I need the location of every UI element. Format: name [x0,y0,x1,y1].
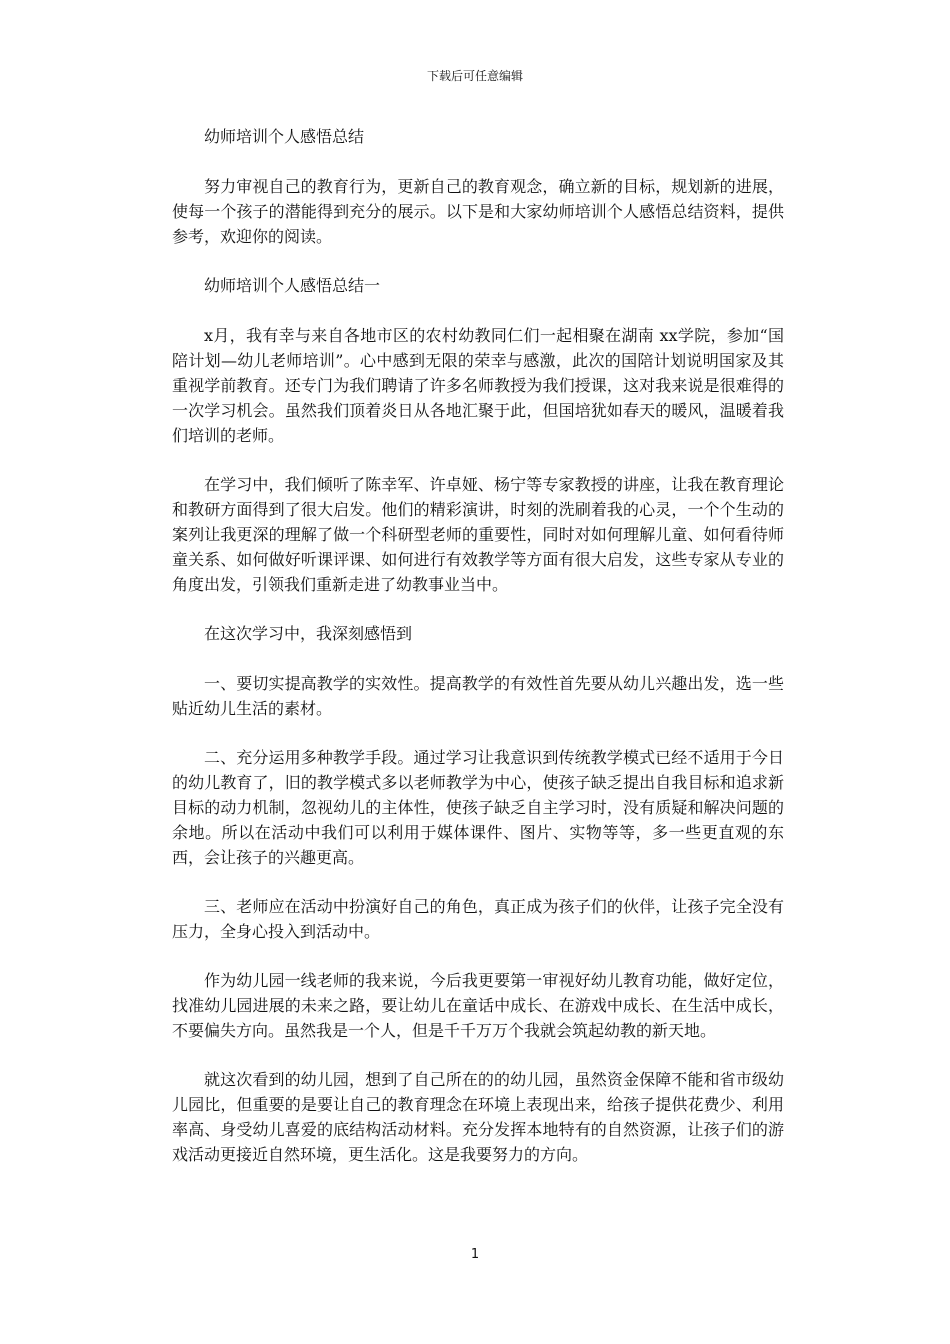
paragraph-insight-lead: 在这次学习中，我深刻感悟到 [204,624,413,643]
document-title: 幼师培训个人感悟总结 [204,127,365,146]
paragraph-point-three: 三、老师应在活动中扮演好自己的角色，真正成为孩子们的伙伴，让孩子完全没有压力，全身心投入到活动中。 [172,897,784,941]
paragraph-learning: 在学习中，我们倾听了陈幸军、许卓娅、杨宁等专家教授的讲座，让我在教育理论和教研方面得到了很大启发。他们的精彩演讲，时刻的洗刷着我的心灵，一个个生动的案列让我更深的理解了做一个科研型老师的重要性，同时对如何理解儿童、如何看待师童关系、如何做好听课评课、如何进行有效教学等方面有很大启发，这些专家从专业的角度出发，引领我们重新走进了幼教事业当中。 [172,475,784,594]
document-body [172,124,784,1191]
page-header-note: 下载后可任意编辑 [426,69,523,83]
page-number: 1 [470,1247,480,1262]
paragraph-training-intro: x月，我有幸与来自各地市区的农村幼教同仁们一起相聚在湖南 xx学院，参加“国陪计划—幼儿老师培训”。心中感到无限的荣幸与感激，此次的国陪计划说明国家及其重视学前教育。还专门为我们聘请了许多名师教授为我们授课，这对我来说是很难得的一次学习机会。虽然我们顶着炎日从各地汇聚于此，但国培犹如春天的暖风，温暖着我们培训的老师。 [172,326,784,445]
paragraph-intro: 努力审视自己的教育行为，更新自己的教育观念，确立新的目标，规划新的进展，使每一个孩子的潜能得到充分的展示。以下是和大家幼师培训个人感悟总结资料，提供参考，欢迎你的阅读。 [172,177,784,246]
paragraph-point-one: 一、要切实提高教学的实效性。提高教学的有效性首先要从幼儿兴趣出发，选一些贴近幼儿生活的素材。 [172,674,784,718]
paragraph-kindergarten-reflection: 就这次看到的幼儿园，想到了自己所在的的幼儿园，虽然资金保障不能和省市级幼儿园比，但重要的是要让自己的教育理念在环境上表现出来，给孩子提供花费少、利用率高、身受幼儿喜爱的底结构活动材料。充分发挥本地特有的自然资源，让孩子们的游戏活动更接近自然环境，更生活化。这是我要努力的方向。 [172,1070,784,1164]
section-heading-one: 幼师培训个人感悟总结一 [204,276,381,295]
paragraph-point-two: 二、充分运用多种教学手段。通过学习让我意识到传统教学模式已经不适用于今日的幼儿教育了，旧的教学模式多以老师教学为中心，使孩子缺乏提出自我目标和追求新目标的动力机制，忽视幼儿的主体性，使孩子缺乏自主学习时，没有质疑和解决问题的余地。所以在活动中我们可以利用于媒体课件、图片、实物等等，多一些更直观的东西，会让孩子的兴趣更高。 [172,748,784,867]
paragraph-future-plan: 作为幼儿园一线老师的我来说，今后我更要第一审视好幼儿教育功能，做好定位，找准幼儿园进展的未来之路，要让幼儿在童话中成长、在游戏中成长、在生活中成长，不要偏失方向。虽然我是一个人，但是千千万万个我就会筑起幼教的新天地。 [172,971,784,1040]
